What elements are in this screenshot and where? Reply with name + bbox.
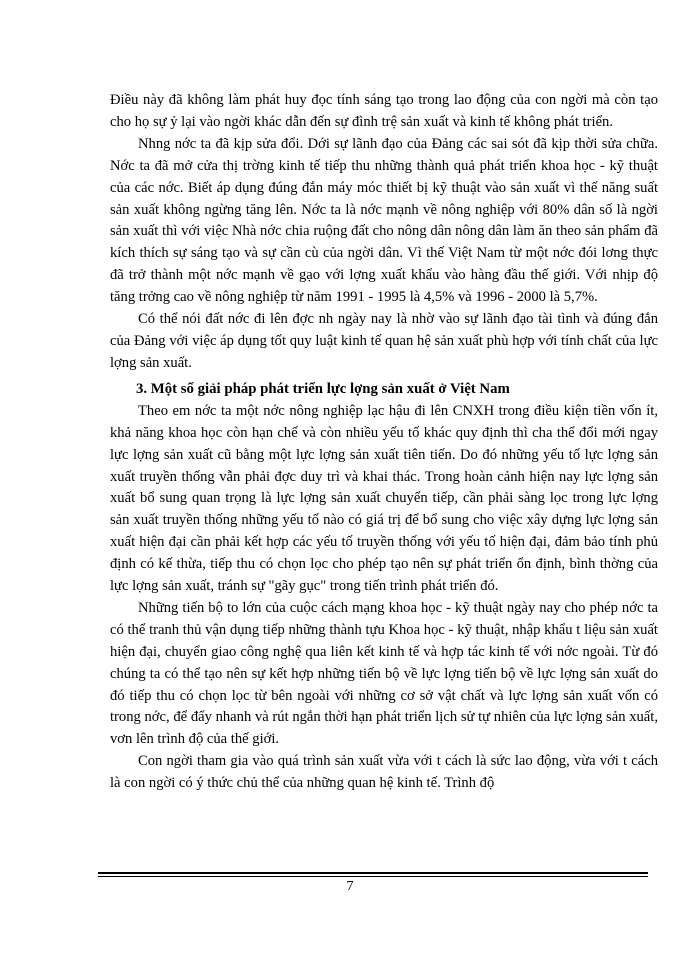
paragraph-1: Điều này đã không làm phát huy đọc tính sáng tạo trong lao động của con ngời mà còn tạo cho họ sự ỷ lại vào ngời khác dẫn đến sự đình trệ sản xuất và kinh tế không phát triển.: [110, 92, 658, 130]
page-number: 7: [346, 879, 354, 894]
footer-rule-thick: [98, 872, 648, 874]
section-heading: 3. Một số giải pháp phát triển lực lợng sản xuất ở Việt Nam: [136, 380, 510, 397]
paragraph-3: Có thể nói đất nớc đi lên đợc nh ngày nay là nhờ vào sự lãnh đạo tài tình và đúng đắn của Đảng với việc áp dụng tốt quy luật kinh tế quan hệ sản xuất phù hợp với tính chất của lực lợng sản xuất.: [110, 311, 658, 371]
footer-rule-thin: [98, 876, 648, 877]
paragraph-5: Những tiến bộ to lớn của cuộc cách mạng khoa học - kỹ thuật ngày nay cho phép nớc ta có thể tranh thủ vận dụng tiếp những thành tựu Khoa học - kỹ thuật, nhập khẩu t liệu sản xuất hiện đại, chuyển giao công nghệ qua liên kết kinh tế và hợp tác kinh tế với nớc ngoài. Từ đó chúng ta có thể tạo nên sự kết hợp những tiến bộ về lực lợng tiến bộ về lực lợng sản xuất do đó tiếp thu có chọn lọc từ bên ngoài với những cơ sở vật chất và lực lợng sản xuất vốn có trong nớc, để đẩy nhanh và rút ngắn thời hạn phát triển lịch sử tự nhiên của lực lợng sản xuất, vơn lên trình độ của thế giới.: [110, 599, 658, 748]
paragraph-6: Con ngời tham gia vào quá trình sản xuất vừa với t cách là sức lao động, vừa với t cách là con ngời có ý thức chủ thể của những quan hệ kinh tế. Trình độ: [110, 753, 658, 792]
paragraph-2: Nhng nớc ta đã kịp sửa đổi. Dới sự lãnh đạo của Đảng các sai sót đã kịp thời sửa chữa. Nớc ta đã mở cửa thị trờng kinh tế tiếp thu những thành quả phát triển khoa học - kỹ thuật của các nớc. Biết áp dụng đúng đắn máy móc thiết bị kỹ thuật vào sản xuất vì thế năng suất sản xuất không ngừng tăng lên. Nớc ta là nớc mạnh về nông nghiệp với 80% dân số là ngời sản xuất thì với việc Nhà nớc chia ruộng đất cho nông dân nông dân làm ăn theo sản phẩm đã kích thích sự sáng tạo và sự cần cù của ngời dân. Vì thế Việt Nam từ một nớc đói lơng thực đã trở thành một nớc mạnh về gạo với lợng xuất khẩu vào hàng đầu thế giới. Với nhịp độ tăng trởng cao về nông nghiệp từ năm 1991 - 1995 là 4,5% và 1996 - 2000 là 5,7%.: [110, 135, 658, 306]
paragraph-4: Theo em nớc ta một nớc nông nghiệp lạc hậu đi lên CNXH trong điều kiện tiền vốn ít, khả năng khoa học còn hạn chế và còn nhiều yếu tố khác quy định thì cha thể đổi mới ngay lực lợng sản xuất cũ bằng một lực lợng sản xuất tiên tiến. Do đó những yếu tố lực lợng sản xuất truyền thống vẫn phải đợc duy trì và khai thác. Trong hoàn cảnh hiện nay lực lợng sản xuất bổ sung quan trọng là lực lợng sản xuất chuyển tiếp, cần phải sàng lọc trong lực lợng sản xuất truyền thống những yếu tố nào có giá trị để bổ sung cho việc xây dựng lực lợng sản xuất hiện đại cần phải kết hợp các yếu tố truyền thống với yếu tố hiện đại, đảm bảo tính phủ định có kế thừa, tiếp thu có chọn lọc cho phép tạo nên sự phát triển ổn định, bình thờng của lực lợng sản xuất, tránh sự "gãy gục" trong tiến trình phát triển đó.: [110, 402, 658, 595]
body-text: [110, 90, 658, 795]
